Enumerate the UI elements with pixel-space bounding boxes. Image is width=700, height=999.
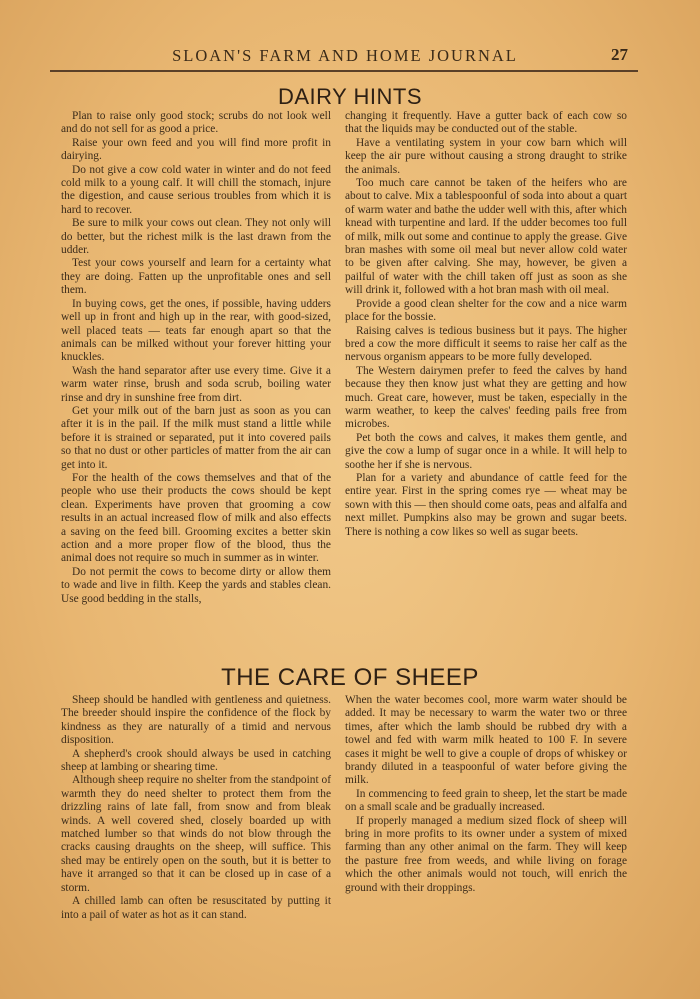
paragraph: Provide a good clean shelter for the cow and a nice warm place for the bossie. [345,297,627,324]
paragraph: Raise your own feed and you will find more profit in dairying. [61,136,331,163]
care-of-sheep-heading: THE CARE OF SHEEP [221,664,479,691]
paragraph: Do not permit the cows to become dirty or allow them to wade and live in filth. Keep the yards and stables clean. Use good bedding in the stalls, [61,565,331,605]
paragraph: Plan to raise only good stock; scrubs do not look well and do not sell for as good a price. [61,110,331,136]
paragraph: Raising calves is tedious business but it pays. The higher bred a cow the more difficult it seems to raise her calf as the nervous organism appears to be more fully developed. [345,324,627,364]
page-number: 27 [611,45,628,64]
paragraph: A shepherd's crook should always be used in catching sheep at lambing or shearing time. [61,747,331,774]
dairy-hints-left-column [61,110,331,606]
paragraph: In commencing to feed grain to sheep, let the start be made on a small scale and be gradually increased. [345,787,627,814]
paragraph-continued: When the water becomes cool, more warm water should be added. It may be necessary to warm the water two or three times, after which the lamb should be rubbed dry with a towel and fed with warm milk heated to 100 F. In severe cases it might be well to give a couple of drops of whiskey or brandy diluted in a teaspoonful of water before giving the milk. [345,694,627,787]
paragraph: Although sheep require no shelter from the standpoint of warmth they do need shelter to protect them from the drizzling rains of late fall, from snow and from bleak winds. A well covered shed, closely boarded up with matched lumber so that winds do not blow through the cracks causing draughts on the sheep, will suffice. This shed may be entirely open on the south, but it is better to have it arranged so that it can be closed up in case of a storm. [61,774,331,894]
paragraph: Test your cows yourself and learn for a certainty what they are doing. Fatten up the unprofitable ones and sell them. [61,257,331,297]
journal-title: SLOAN'S FARM AND HOME JOURNAL [172,46,518,65]
running-header [50,44,638,72]
paragraph: A chilled lamb can often be resuscitated by putting it into a pail of water as hot as it can stand. [61,895,331,921]
dairy-hints-right-column [345,110,627,539]
paragraph: Too much care cannot be taken of the heifers who are about to calve. Mix a tablespoonful of soda into about a quart of warm water and bathe the udder well with this, after which knead with turpentine and lard. If the udder becomes too full of milk, milk out some and continue to apply the grease. Give bran mashes with some oil meal but never allow cold water to be given after calving. She may, however, be given a pailful of water with the chill taken off just as soon as she will drink it, followed with a hot bran mash with oil meal. [345,177,627,297]
paragraph: Do not give a cow cold water in winter and do not feed cold milk to a young calf. It will chill the stomach, injure the digestion, and cause serious troubles from which it is hard to recover. [61,163,331,216]
paragraph: For the health of the cows themselves and that of the people who use their products the cows should be kept clean. Experiments have proven that grooming a cow results in an actual increased flow of milk and also effects a saving on the feed bill. Grooming excites a better skin action and a more proper flow of the blood, thus the animal does not require so much in summer as in winter. [61,471,331,565]
paragraph: Pet both the cows and calves, it makes them gentle, and give the cow a lump of sugar once in a while. It will help to soothe her if she is nervous. [345,431,627,471]
dairy-hints-heading: DAIRY HINTS [277,84,423,109]
paragraph: The Western dairymen prefer to feed the calves by hand because they then know just what they are getting and how much. Great care, however, must be taken, especially in the warm weather, to keep the calves' feeding pails free from microbes. [345,364,627,431]
paragraph-continued: changing it frequently. Have a gutter back of each cow so that the liquids may be conducted out of the stable. [345,110,627,136]
paragraph: Be sure to milk your cows out clean. They not only will do better, but the richest milk is the last drawn from the udder. [61,217,331,257]
paragraph: Sheep should be handled with gentleness and quietness. The breeder should inspire the confidence of the flock by kindness as they are naturally of a timid and nervous disposition. [61,694,331,747]
paragraph: Have a ventilating system in your cow barn which will keep the air pure without causing a strong draught to strike the animals. [345,136,627,176]
paragraph: Plan for a variety and abundance of cattle feed for the entire year. First in the spring comes rye — wheat may be sown with this — then should come oats, peas and alfalfa and next millet. Pumpkins also may be grown and sugar beets. There is nothing a cow likes so well as sugar beets. [345,471,627,538]
paragraph: Get your milk out of the barn just as soon as you can after it is in the pail. If the milk must stand a little while before it is strained or separated, put it into covered pails so that no dust or other particles of matter from the air can get into it. [61,404,331,471]
paragraph: If properly managed a medium sized flock of sheep will bring in more profits to its owner under a system of mixed farming than any other animal on the farm. They will keep the pasture free from weeds, and while living on forage which the other animals would not touch, will enrich the ground with their droppings. [345,814,627,894]
paragraph: Wash the hand separator after use every time. Give it a warm water rinse, brush and soda scrub, boiling water rinse and dry in sunshine free from dirt. [61,364,331,404]
paragraph: In buying cows, get the ones, if possible, having udders well up in front and high up in the rear, with good-sized, well placed teats — teats far enough apart so that the animals can be milked without your forever hitting your knuckles. [61,297,331,364]
care-of-sheep-right-column [345,694,627,895]
care-of-sheep-left-column [61,694,331,922]
